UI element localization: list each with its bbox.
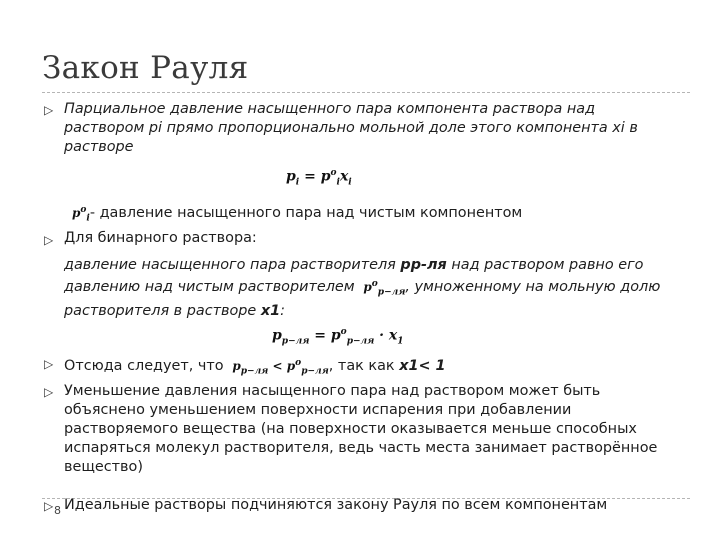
arrow-bullet-icon: ▷ [44, 385, 54, 399]
pure-solvent-symbol: $p^o_{р-ля}$ [363, 279, 406, 298]
binary-paragraph: давление насыщенного пара растворителя pр-ля над раствором равно его давлению над чистым растворителем $p^o_{р-ля}$, умноженному на мольную долю растворителя в растворе x1: [64, 257, 661, 320]
definition-line: $p^o_i-$ давление насыщенного пара над чистым компонентом [72, 205, 523, 224]
arrow-bullet-icon: ▷ [44, 103, 54, 117]
title-divider [42, 92, 690, 93]
solvent-pressure-symbol: pр-ля [400, 257, 447, 273]
page-number: 8 [54, 504, 61, 517]
inequality-formula: $p_{р-ля} < p^o_{р-ля}$ [232, 358, 329, 377]
definition-symbol: $p^o_i$ [72, 205, 90, 224]
item-3-text: Отсюда следует, что $p_{р-ля} < p^o_{р-ля}$, так как x1< 1 [64, 358, 446, 377]
arrow-bullet-icon: ▷ [44, 233, 54, 247]
condition: x1< 1 [399, 358, 446, 374]
slide-title: Закон Рауля [42, 50, 249, 86]
item-5-text: Идеальные растворы подчиняются закону Рауля по всем компонентам [64, 497, 608, 513]
item-1-text: Парциальное давление насыщенного пара компонента раствора над раствором pi прямо пропорционально мольной доле этого компонента xi в растворе [64, 101, 638, 155]
item-2-text: Для бинарного раствора: [64, 230, 257, 246]
binary-raoult-formula: $p_{р-ля} = p^o_{р-ля} \cdot x_1$ [272, 327, 404, 347]
arrow-bullet-icon: ▷ [44, 499, 54, 513]
item-4-text: Уменьшение давления насыщенного пара над раствором может быть объяснено уменьшением поверхности испарения при добавлении растворяемого вещества (на поверхности оказывается меньше способных испаряться молекул растворителя, ведь часть места занимает растворённое вещество) [64, 383, 658, 475]
raoult-formula: $p_i = p^o_ix_i$ [286, 168, 352, 188]
arrow-bullet-icon: ▷ [44, 357, 54, 371]
mole-fraction-symbol: x1 [260, 303, 281, 320]
